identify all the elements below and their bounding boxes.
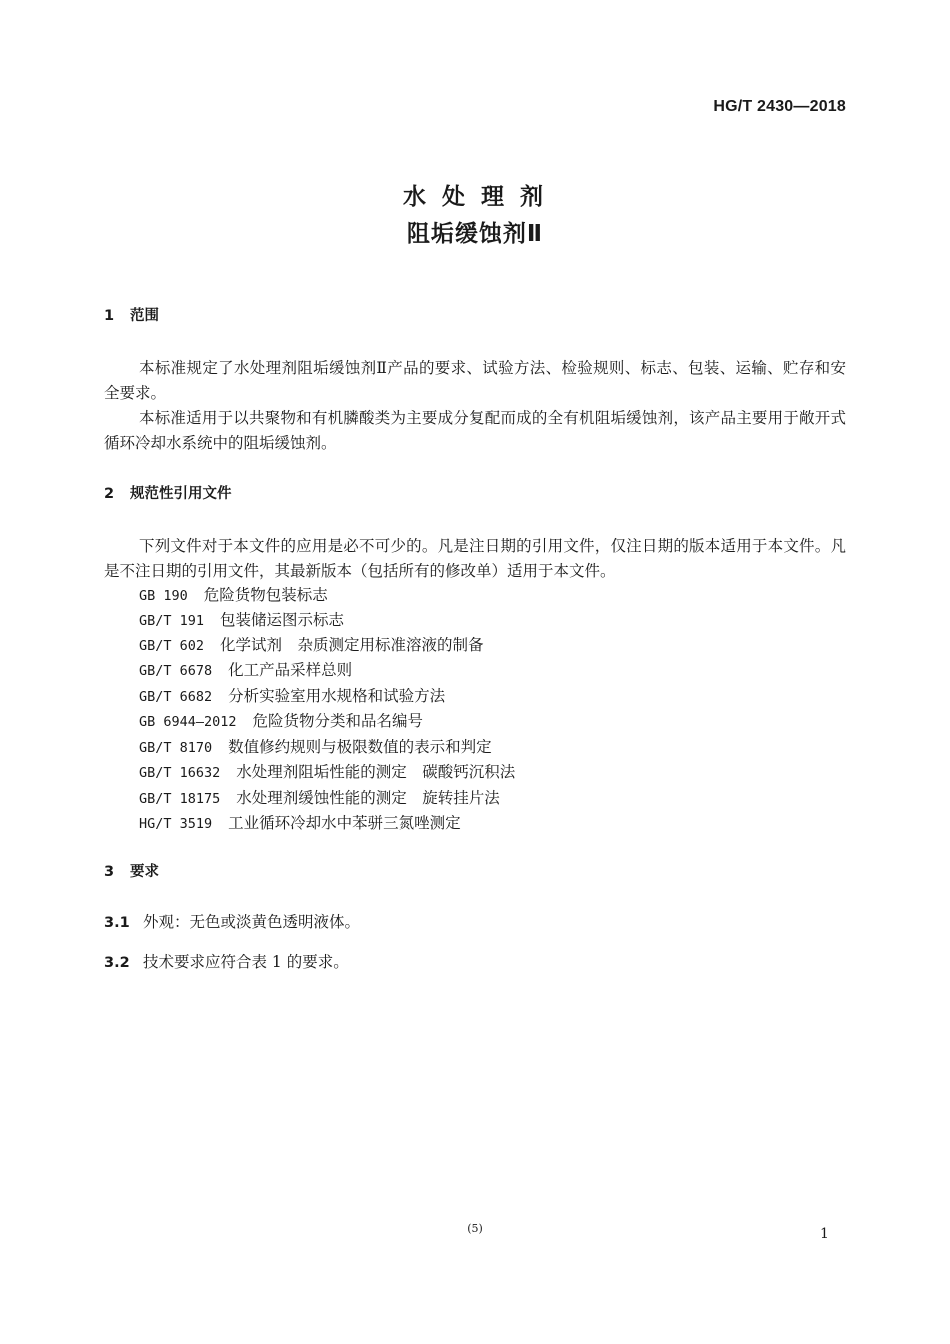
requirement-number: 3.1 xyxy=(104,915,130,931)
reference-code: GB/T 18175 xyxy=(139,791,221,807)
section-3-heading xyxy=(104,860,159,881)
section-number: 3 xyxy=(104,864,115,880)
section-title: 要求 xyxy=(130,864,159,880)
reference-code: GB/T 191 xyxy=(139,613,205,629)
section-2-paragraph: 下列文件对于本文件的应用是必不可少的。凡是注日期的引用文件，仅注日期的版本适用于本文件。凡是不注日期的引用文件，其最新版本（包括所有的修改单）适用于本文件。 xyxy=(104,537,846,580)
reference-code: GB 6944—2012 xyxy=(139,714,237,730)
reference-title: 工业循环冷却水中苯骈三氮唑测定 xyxy=(228,814,461,832)
document-title: 水 处 理 剂 xyxy=(402,184,548,210)
reference-item xyxy=(139,760,515,782)
reference-item xyxy=(139,786,500,808)
reference-title: 化工产品采样总则 xyxy=(228,661,353,679)
reference-title: 水处理剂阻垢性能的测定 碳酸钙沉积法 xyxy=(236,763,516,781)
reference-title: 危险货物包装标志 xyxy=(203,586,328,604)
section-title: 规范性引用文件 xyxy=(130,486,232,502)
section-2-heading xyxy=(104,482,232,503)
standard-code: HG/T 2430—2018 xyxy=(713,98,846,115)
reference-item xyxy=(139,811,461,833)
reference-code: GB 190 xyxy=(139,588,188,604)
reference-item xyxy=(139,658,352,680)
reference-code: GB/T 6678 xyxy=(139,663,213,679)
reference-item xyxy=(139,709,423,731)
requirement-item xyxy=(104,950,349,972)
document-subtitle: 阻垢缓蚀剂Ⅱ xyxy=(406,221,544,247)
reference-code: HG/T 3519 xyxy=(139,816,213,832)
reference-title: 化学试剂 杂质测定用标准溶液的制备 xyxy=(220,636,484,654)
reference-item xyxy=(139,633,484,655)
reference-item xyxy=(139,684,445,706)
reference-title: 数值修约规则与极限数值的表示和判定 xyxy=(228,738,492,756)
reference-code: GB/T 16632 xyxy=(139,765,221,781)
requirement-text: 技术要求应符合表 1 的要求。 xyxy=(143,953,349,971)
reference-item xyxy=(139,735,492,757)
section-1-paragraph-1: 本标准规定了水处理剂阻垢缓蚀剂Ⅱ产品的要求、试验方法、检验规则、标志、包装、运输、贮存和安全要求。 xyxy=(104,359,846,402)
requirement-number: 3.2 xyxy=(104,955,130,971)
requirement-item xyxy=(104,910,360,932)
section-number: 2 xyxy=(104,486,115,502)
reference-code: GB/T 602 xyxy=(139,638,205,654)
section-1-paragraph-2: 本标准适用于以共聚物和有机膦酸类为主要成分复配而成的全有机阻垢缓蚀剂，该产品主要用于敞开式循环冷却水系统中的阻垢缓蚀剂。 xyxy=(104,409,846,452)
reference-code: GB/T 6682 xyxy=(139,689,213,705)
reference-code: GB/T 8170 xyxy=(139,740,213,756)
section-title: 范围 xyxy=(130,308,159,324)
page-mark: (5) xyxy=(467,1222,483,1235)
section-1-heading xyxy=(104,304,159,325)
reference-title: 包装储运图示标志 xyxy=(220,611,345,629)
requirement-text: 外观：无色或淡黄色透明液体。 xyxy=(143,913,361,931)
page-number: 1 xyxy=(820,1226,829,1242)
reference-item xyxy=(139,583,328,605)
section-number: 1 xyxy=(104,308,115,324)
reference-title: 水处理剂缓蚀性能的测定 旋转挂片法 xyxy=(236,789,500,807)
reference-title: 危险货物分类和品名编号 xyxy=(252,712,424,730)
reference-title: 分析实验室用水规格和试验方法 xyxy=(228,687,446,705)
reference-item xyxy=(139,608,344,630)
